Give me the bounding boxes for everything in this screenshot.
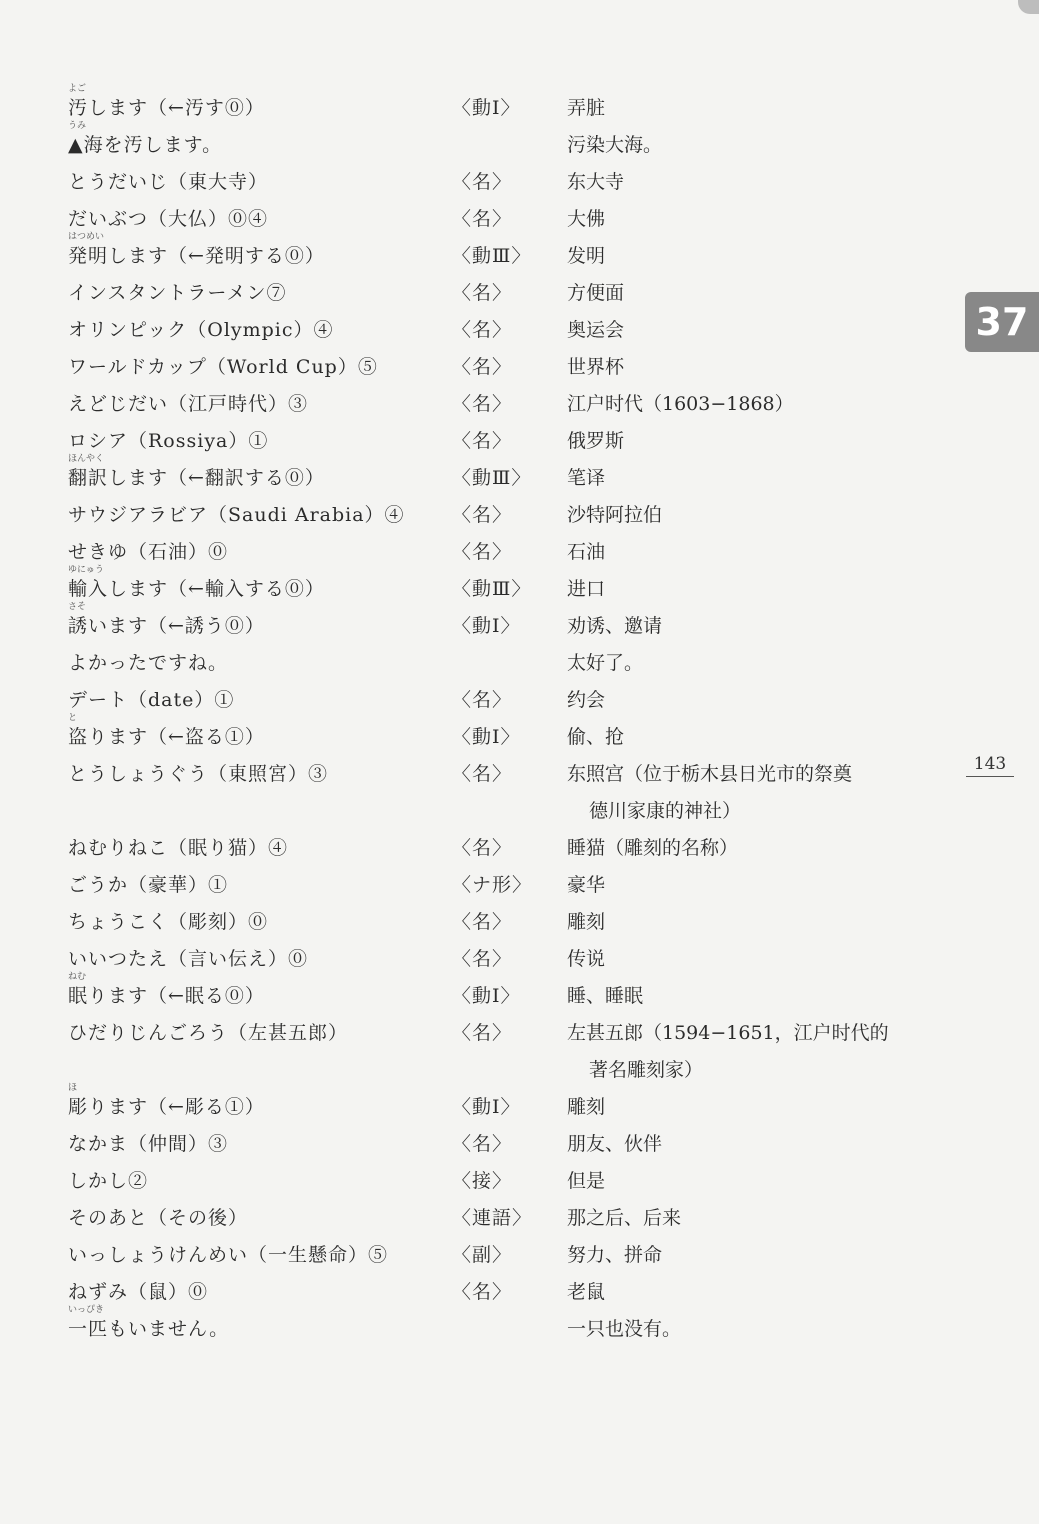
page-edge-mark xyxy=(1018,0,1039,14)
vocab-word-text: とうだいじ（東大寺） xyxy=(68,171,269,193)
vocab-entry xyxy=(68,275,928,312)
vocab-meaning xyxy=(567,830,917,867)
part-of-speech: 〈名〉 xyxy=(452,282,513,304)
vocab-word xyxy=(68,972,452,1015)
meaning-text: 那之后、后来 xyxy=(567,1207,682,1229)
vocab-word-text: ひだりじんごろう（左甚五郎） xyxy=(68,1022,349,1044)
part-of-speech: 〈動Ⅰ〉 xyxy=(452,1096,521,1118)
vocab-entry xyxy=(68,565,928,608)
vocab-word xyxy=(68,682,452,719)
meaning-text: 世界杯 xyxy=(567,356,625,378)
meaning-text: 奥运会 xyxy=(567,319,625,341)
vocab-word-text: なかま（仲間）③ xyxy=(68,1133,229,1155)
vocab-meaning xyxy=(567,386,917,423)
meaning-text: 雕刻 xyxy=(567,1096,606,1118)
meaning-text: 劝诱、邀请 xyxy=(567,615,663,637)
meaning-text: 朋友、伙伴 xyxy=(567,1133,663,1155)
vocab-word xyxy=(68,164,452,201)
vocab-entry xyxy=(68,497,928,534)
vocab-word-text: えどじだい（江戸時代）③ xyxy=(68,393,309,415)
vocab-entry xyxy=(68,830,928,867)
furigana-reading: うみ xyxy=(68,121,87,131)
vocab-meaning xyxy=(567,1126,917,1163)
vocab-word-text: サウジアラビア（Saudi Arabia）④ xyxy=(68,504,405,526)
vocab-entry xyxy=(68,534,928,571)
vocab-meaning xyxy=(567,756,917,830)
vocab-meaning xyxy=(567,904,917,941)
part-of-speech: 〈名〉 xyxy=(452,763,513,785)
meaning-text: 约会 xyxy=(567,689,606,711)
vocab-meaning xyxy=(567,238,917,275)
vocab-entry xyxy=(68,1274,928,1311)
part-of-speech: 〈名〉 xyxy=(452,689,513,711)
part-of-speech: 〈動Ⅰ〉 xyxy=(452,726,521,748)
vocab-word xyxy=(68,497,452,534)
vocab-word xyxy=(68,386,452,423)
vocab-meaning xyxy=(567,719,917,756)
vocab-entry xyxy=(68,1015,928,1089)
vocab-entry xyxy=(68,201,928,238)
vocab-meaning xyxy=(567,497,917,534)
meaning-text: 一只也没有。 xyxy=(567,1318,682,1340)
vocab-word xyxy=(68,201,452,238)
vocab-word-text: だいぶつ（大仏）⓪④ xyxy=(68,208,269,230)
vocab-word xyxy=(68,1083,452,1126)
meaning-text: 俄罗斯 xyxy=(567,430,625,452)
meaning-text: 石油 xyxy=(567,541,606,563)
part-of-speech: 〈動Ⅰ〉 xyxy=(452,615,521,637)
vocab-word xyxy=(68,312,452,349)
vocab-meaning xyxy=(567,423,917,460)
vocabulary-list xyxy=(68,84,928,1348)
part-of-speech: 〈動Ⅰ〉 xyxy=(452,97,521,119)
furigana-reading: ほんやく xyxy=(68,454,105,464)
vocab-word xyxy=(68,756,452,793)
vocab-word-text: とうしょうぐう（東照宮）③ xyxy=(68,763,329,785)
part-of-speech: 〈名〉 xyxy=(452,1281,513,1303)
vocab-entry xyxy=(68,682,928,719)
meaning-text: 但是 xyxy=(567,1170,606,1192)
vocab-entry xyxy=(68,602,928,645)
vocab-meaning xyxy=(567,608,917,645)
part-of-speech: 〈名〉 xyxy=(452,504,513,526)
part-of-speech: 〈接〉 xyxy=(452,1170,513,1192)
vocab-entry xyxy=(68,386,928,423)
vocab-meaning xyxy=(567,1015,917,1089)
vocab-word-text: 汚します（←汚す⓪） xyxy=(68,97,265,119)
furigana-reading: さそ xyxy=(68,602,87,612)
vocab-entry xyxy=(68,1200,928,1237)
meaning-text: 传说 xyxy=(567,948,606,970)
vocab-entry xyxy=(68,645,928,682)
vocab-meaning xyxy=(567,682,917,719)
vocab-word xyxy=(68,830,452,867)
furigana-reading: ゆにゅう xyxy=(68,565,104,575)
vocab-meaning xyxy=(567,645,917,682)
vocab-word-text: よかったですね。 xyxy=(68,652,229,674)
vocab-meaning xyxy=(567,978,917,1015)
vocab-meaning xyxy=(567,1200,917,1237)
vocab-meaning xyxy=(567,90,917,127)
vocab-word xyxy=(68,645,452,682)
vocab-meaning xyxy=(567,349,917,386)
vocab-entry xyxy=(68,121,928,164)
part-of-speech: 〈動Ⅲ〉 xyxy=(452,578,532,600)
part-of-speech: 〈連語〉 xyxy=(452,1207,533,1229)
part-of-speech: 〈名〉 xyxy=(452,430,513,452)
vocab-word-text: 眠ります（←眠る⓪） xyxy=(68,985,265,1007)
part-of-speech: 〈名〉 xyxy=(452,948,513,970)
meaning-text: 努力、拼命 xyxy=(567,1244,663,1266)
vocab-word-text: デート（date）① xyxy=(68,689,235,711)
vocab-meaning xyxy=(567,1237,917,1274)
vocab-word-text: せきゆ（石油）⓪ xyxy=(68,541,229,563)
vocab-word-text: しかし② xyxy=(68,1170,149,1192)
vocab-word xyxy=(68,565,452,608)
meaning-text: 老鼠 xyxy=(567,1281,606,1303)
meaning-text-continued: 著名雕刻家） xyxy=(589,1059,704,1081)
vocab-word xyxy=(68,941,452,978)
meaning-text: 沙特阿拉伯 xyxy=(567,504,663,526)
vocab-entry xyxy=(68,1126,928,1163)
vocab-word xyxy=(68,867,452,904)
furigana-reading: はつめい xyxy=(68,232,105,242)
vocab-word xyxy=(68,1015,452,1052)
vocab-meaning xyxy=(567,164,917,201)
part-of-speech: 〈名〉 xyxy=(452,1022,513,1044)
vocab-meaning xyxy=(567,201,917,238)
furigana-reading: ねむ xyxy=(68,972,87,982)
vocab-entry xyxy=(68,349,928,386)
vocab-meaning xyxy=(567,1311,917,1348)
vocab-word-text: ねむりねこ（眠り猫）④ xyxy=(68,837,289,859)
vocab-entry xyxy=(68,941,928,978)
vocab-entry xyxy=(68,1237,928,1274)
vocab-word-text: いっしょうけんめい（一生懸命）⑤ xyxy=(68,1244,389,1266)
vocab-word xyxy=(68,275,452,312)
vocab-word xyxy=(68,1163,452,1200)
vocab-entry xyxy=(68,1163,928,1200)
vocab-entry xyxy=(68,1083,928,1126)
vocab-word xyxy=(68,454,452,497)
meaning-text: 弄脏 xyxy=(567,97,606,119)
part-of-speech: 〈動Ⅲ〉 xyxy=(452,245,532,267)
meaning-text: 大佛 xyxy=(567,208,606,230)
page-number: 143 xyxy=(966,752,1014,777)
part-of-speech: 〈名〉 xyxy=(452,1133,513,1155)
part-of-speech: 〈名〉 xyxy=(452,356,513,378)
part-of-speech: 〈副〉 xyxy=(452,1244,513,1266)
vocab-meaning xyxy=(567,1274,917,1311)
vocab-entry xyxy=(68,1305,928,1348)
vocab-word-text: インスタントラーメン⑦ xyxy=(68,282,287,304)
vocab-word-text: オリンピック（Olympic）④ xyxy=(68,319,334,341)
meaning-text: 左甚五郎（1594−1651，江户时代的 xyxy=(567,1022,889,1044)
furigana-reading: ほ xyxy=(68,1083,78,1093)
part-of-speech: 〈名〉 xyxy=(452,837,513,859)
vocab-entry xyxy=(68,972,928,1015)
vocab-meaning xyxy=(567,571,917,608)
vocab-entry xyxy=(68,713,928,756)
vocab-word-text: ワールドカップ（World Cup）⑤ xyxy=(68,356,378,378)
vocab-meaning xyxy=(567,867,917,904)
vocab-word xyxy=(68,602,452,645)
vocab-meaning xyxy=(567,275,917,312)
vocab-word-text: ちょうこく（彫刻）⓪ xyxy=(68,911,269,933)
vocab-entry xyxy=(68,867,928,904)
meaning-text: 睡、睡眠 xyxy=(567,985,644,1007)
vocab-word-text: いいつたえ（言い伝え）⓪ xyxy=(68,948,309,970)
vocab-entry xyxy=(68,232,928,275)
part-of-speech: 〈ナ形〉 xyxy=(452,874,533,896)
part-of-speech: 〈名〉 xyxy=(452,393,513,415)
vocab-entry xyxy=(68,164,928,201)
vocab-word-text: ごうか（豪華）① xyxy=(68,874,229,896)
meaning-text: 方便面 xyxy=(567,282,625,304)
vocab-meaning xyxy=(567,941,917,978)
part-of-speech: 〈名〉 xyxy=(452,171,513,193)
meaning-text: 偷、抢 xyxy=(567,726,625,748)
vocab-entry xyxy=(68,84,928,127)
furigana-reading: よご xyxy=(68,84,87,94)
part-of-speech: 〈動Ⅰ〉 xyxy=(452,985,521,1007)
vocab-word-text: そのあと（その後） xyxy=(68,1207,249,1229)
vocab-meaning xyxy=(567,312,917,349)
meaning-text: 豪华 xyxy=(567,874,606,896)
vocab-word xyxy=(68,232,452,275)
meaning-text: 东大寺 xyxy=(567,171,625,193)
meaning-text: 东照宫（位于栃木县日光市的祭奠 xyxy=(567,763,853,785)
vocab-meaning xyxy=(567,460,917,497)
vocab-entry xyxy=(68,454,928,497)
meaning-text: 进口 xyxy=(567,578,606,600)
vocab-entry xyxy=(68,904,928,941)
vocab-word-text: ロシア（Rossiya）① xyxy=(68,430,269,452)
vocab-word-text: ▲海を汚します。 xyxy=(68,134,223,156)
furigana-reading: と xyxy=(68,713,78,723)
vocab-word-text: 発明します（←発明する⓪） xyxy=(68,245,325,267)
furigana-reading: いっぴき xyxy=(68,1305,105,1315)
meaning-text: 发明 xyxy=(567,245,606,267)
vocab-entry xyxy=(68,756,928,830)
meaning-text-continued: 德川家康的神社） xyxy=(589,800,742,822)
vocab-word xyxy=(68,713,452,756)
part-of-speech: 〈名〉 xyxy=(452,541,513,563)
meaning-text: 笔译 xyxy=(567,467,606,489)
meaning-text: 睡猫（雕刻的名称） xyxy=(567,837,739,859)
vocab-word xyxy=(68,84,452,127)
vocab-meaning xyxy=(567,127,917,164)
vocab-meaning xyxy=(567,534,917,571)
lesson-number-tab: 37 xyxy=(965,292,1039,352)
vocab-word-text: 一匹もいません。 xyxy=(68,1318,230,1340)
vocab-entry xyxy=(68,423,928,460)
vocab-word xyxy=(68,423,452,460)
vocab-word xyxy=(68,1274,452,1311)
part-of-speech: 〈動Ⅲ〉 xyxy=(452,467,532,489)
vocab-word xyxy=(68,1237,452,1274)
vocab-meaning xyxy=(567,1089,917,1126)
vocab-word xyxy=(68,1305,452,1348)
vocab-word-text: 彫ります（←彫る①） xyxy=(68,1096,265,1118)
vocab-entry xyxy=(68,312,928,349)
vocab-word-text: ねずみ（鼠）⓪ xyxy=(68,1281,209,1303)
meaning-text: 雕刻 xyxy=(567,911,606,933)
vocab-word-text: 翻訳します（←翻訳する⓪） xyxy=(68,467,325,489)
meaning-text: 污染大海。 xyxy=(567,134,663,156)
part-of-speech: 〈名〉 xyxy=(452,911,513,933)
vocab-word xyxy=(68,121,452,164)
vocab-word-text: 輸入します（←輸入する⓪） xyxy=(68,578,325,600)
vocab-word xyxy=(68,349,452,386)
part-of-speech: 〈名〉 xyxy=(452,319,513,341)
vocab-meaning xyxy=(567,1163,917,1200)
vocab-word xyxy=(68,1126,452,1163)
vocab-word xyxy=(68,904,452,941)
vocab-word-text: 盗ります（←盗る①） xyxy=(68,726,265,748)
vocab-word xyxy=(68,1200,452,1237)
vocab-word-text: 誘います（←誘う⓪） xyxy=(68,615,265,637)
vocab-word xyxy=(68,534,452,571)
meaning-text: 江户时代（1603−1868） xyxy=(567,393,794,415)
part-of-speech: 〈名〉 xyxy=(452,208,513,230)
meaning-text: 太好了。 xyxy=(567,652,644,674)
